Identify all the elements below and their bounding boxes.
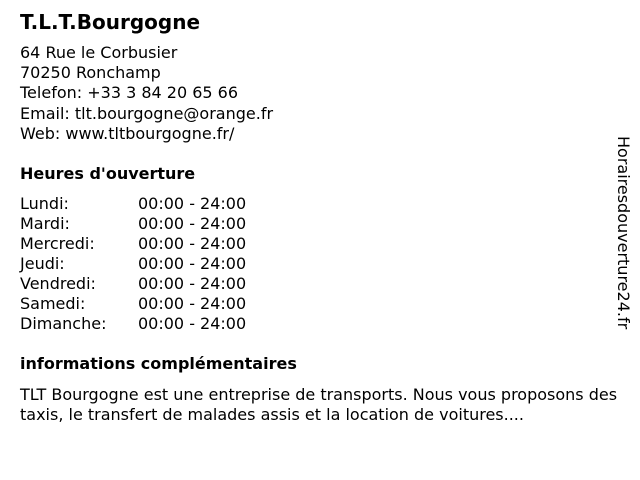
hours-time: 00:00 - 24:00 [138, 214, 247, 233]
street-address: 64 Rue le Corbusier [20, 43, 178, 62]
side-brand-watermark: Horairesdouverture24.fr [614, 136, 633, 330]
hours-time: 00:00 - 24:00 [138, 254, 247, 273]
hours-heading: Heures d'ouverture [20, 164, 196, 183]
hours-row-mardi [20, 214, 246, 234]
email-line: Email: tlt.bourgogne@orange.fr [20, 103, 274, 123]
hours-row-vendredi [20, 274, 246, 294]
business-name: T.L.T.Bourgogne [20, 10, 201, 34]
hours-row-mercredi [20, 234, 246, 254]
hours-row-dimanche [20, 314, 246, 334]
info-description: TLT Bourgogne est une entreprise de transports. Nous vous proposons des taxis, le transfert de malades assis et la location de voitures.... [20, 385, 618, 424]
hours-day: Mardi: [20, 214, 70, 233]
hours-day: Vendredi: [20, 274, 96, 293]
hours-row-lundi [20, 194, 246, 214]
hours-day: Lundi: [20, 194, 69, 213]
hours-time: 00:00 - 24:00 [138, 314, 247, 333]
info-heading: informations complémentaires [20, 354, 297, 373]
hours-table [20, 194, 246, 334]
phone-line: Telefon: +33 3 84 20 65 66 [20, 83, 239, 103]
hours-day: Jeudi: [20, 254, 65, 273]
hours-time: 00:00 - 24:00 [138, 194, 247, 213]
web-line: Web: www.tltbourgogne.fr/ [20, 123, 235, 143]
hours-day: Dimanche: [20, 314, 107, 333]
contact-block [20, 43, 273, 144]
hours-time: 00:00 - 24:00 [138, 294, 247, 313]
hours-day: Mercredi: [20, 234, 95, 253]
hours-row-jeudi [20, 254, 246, 274]
hours-day: Samedi: [20, 294, 86, 313]
city-postal: 70250 Ronchamp [20, 63, 161, 83]
hours-row-samedi [20, 294, 246, 314]
hours-time: 00:00 - 24:00 [138, 234, 247, 253]
hours-time: 00:00 - 24:00 [138, 274, 247, 293]
